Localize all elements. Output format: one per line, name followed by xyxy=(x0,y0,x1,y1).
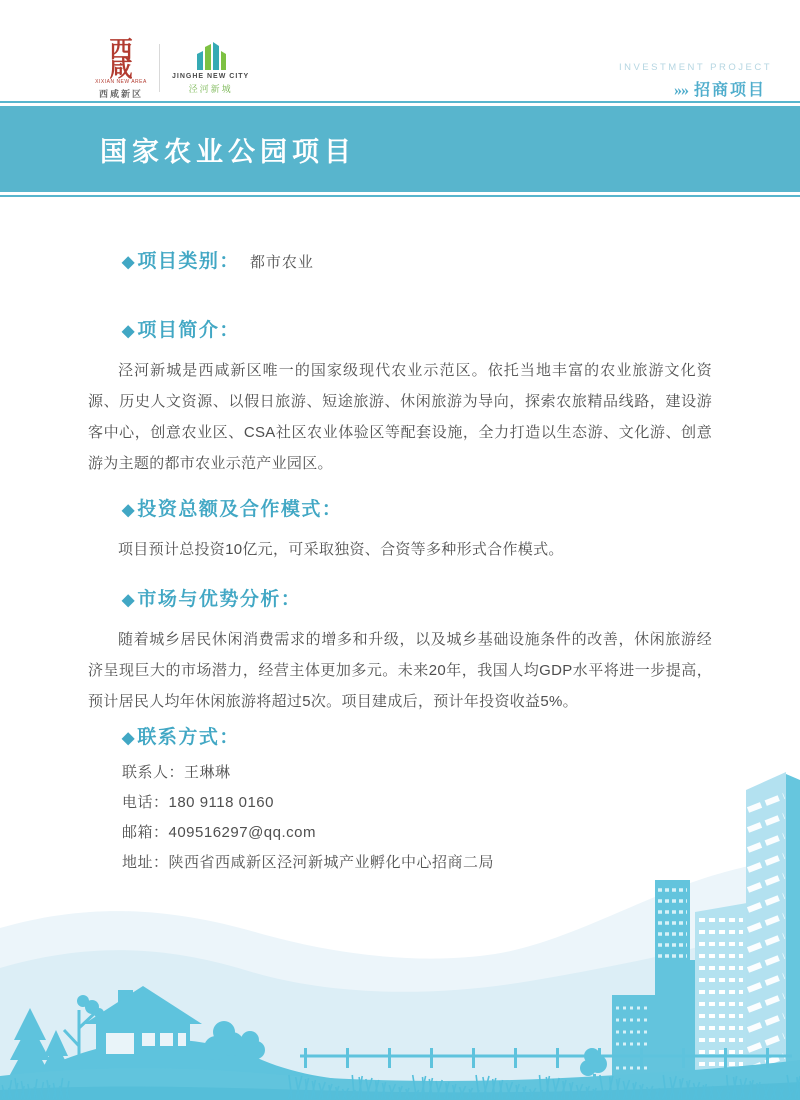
jinghe-buildings-icon xyxy=(194,42,228,70)
xixian-logo-cn: 西咸新区 xyxy=(98,89,143,99)
diamond-bullet-icon: ◆ xyxy=(122,502,135,519)
market-heading-label: 市场与优势分析： xyxy=(137,589,302,610)
rule-bottom-thin xyxy=(0,195,800,197)
jinghe-logo-cn: 泾河新城 xyxy=(188,84,233,94)
intro-paragraph: 泾河新城是西咸新区唯一的国家级现代农业示范区。依托当地丰富的农业旅游文化资源、历史人文资源、以假日旅游、短途旅游、休闲旅游为导向，探索农旅精品线路，建设游客中心，创意农业区、CSA社区农业体验区等配套设施，全力打造以生态游、文化游、创意游为主题的都市农业示范产业园区。 xyxy=(88,362,712,472)
jinghe-logo-en: JINGHE NEW CITY xyxy=(172,73,250,80)
contact-email: 邮箱：409516297@qq.com xyxy=(122,824,316,841)
house-window xyxy=(142,1033,155,1046)
category-value: 都市农业 xyxy=(249,254,314,271)
xixian-seal-icon xyxy=(109,37,133,81)
category-heading-label: 项目类别： xyxy=(137,251,240,272)
xixian-logo-en: XIXIAN NEW AREA xyxy=(95,79,147,85)
logo-group xyxy=(95,37,250,100)
diamond-bullet-icon: ◆ xyxy=(122,254,135,271)
logo-divider xyxy=(159,44,160,92)
section-contact xyxy=(88,725,712,878)
investment-paragraph: 项目预计总投资10亿元，可采取独资、合资等多种形式合作模式。 xyxy=(118,541,564,558)
seal-char-bottom: 咸 xyxy=(109,56,133,81)
intro-heading xyxy=(122,318,712,345)
section-project-intro xyxy=(88,318,712,479)
investment-heading-label: 投资总额及合作模式： xyxy=(137,499,343,520)
investment-project-label: INVESTMENT PROJECT xyxy=(618,62,772,73)
investment-heading xyxy=(122,497,712,524)
jinghe-logo xyxy=(172,42,249,95)
chevrons-icon: »» xyxy=(673,82,688,99)
diamond-bullet-icon: ◆ xyxy=(122,323,135,340)
contact-heading xyxy=(122,725,712,752)
section-investment xyxy=(88,497,712,565)
title-banner xyxy=(0,109,800,189)
contact-phone: 电话：180 9118 0160 xyxy=(122,794,274,811)
seal-char-top: 西 xyxy=(109,37,133,62)
page-title: 国家农业公园项目 xyxy=(100,136,356,167)
intro-heading-label: 项目简介： xyxy=(137,320,240,341)
contact-person: 联系人：王琳琳 xyxy=(122,764,231,781)
contact-address: 地址：陕西省西咸新区泾河新城产业孵化中心招商二局 xyxy=(122,854,495,871)
page-header xyxy=(0,0,800,101)
zhaoshang-text: 招商项目 xyxy=(693,82,766,99)
zhaoshang-label xyxy=(619,77,766,100)
market-heading xyxy=(122,587,712,614)
market-paragraph: 随着城乡居民休闲消费需求的增多和升级，以及城乡基础设施条件的改善，休闲旅游经济呈现巨大的市场潜力，经营主体更加多元。未来20年，我国人均GDP水平将进一步提高，预计居民人均年休闲旅游将超过5次。项目建成后，预计年投资收益5%。 xyxy=(88,631,712,710)
category-heading xyxy=(122,249,712,276)
section-project-category xyxy=(88,249,712,276)
diamond-bullet-icon: ◆ xyxy=(122,592,135,609)
diamond-bullet-icon: ◆ xyxy=(122,730,135,747)
section-market-analysis xyxy=(88,587,712,717)
xixian-logo xyxy=(95,37,147,100)
corner-label xyxy=(619,62,772,100)
contact-heading-label: 联系方式： xyxy=(137,727,240,748)
house-window xyxy=(178,1033,186,1046)
house-window xyxy=(160,1033,173,1046)
house-window xyxy=(106,1033,134,1054)
content xyxy=(0,249,800,878)
